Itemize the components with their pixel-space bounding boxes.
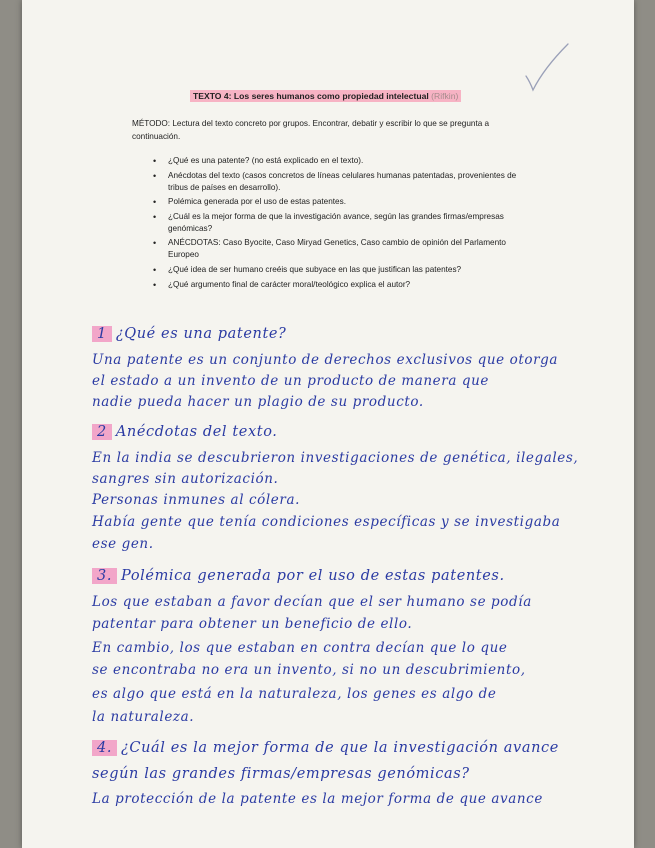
question-1 <box>92 326 286 342</box>
question-number-badge: 3. <box>92 568 117 584</box>
list-item-text: Anécdotas del texto (casos concretos de líneas celulares humanas patentadas, provenientes de tribus de países en desarrollo). <box>168 170 517 192</box>
question-list <box>150 155 520 293</box>
list-item-text: ANÉCDOTAS: Caso Byocite, Caso Miryad Genetics, Caso cambio de opinión del Parlamento Europeo <box>168 238 506 260</box>
answer-line: se encontraba no era un invento, si no un descubrimiento, <box>92 662 526 678</box>
bullet-icon: • <box>153 211 157 222</box>
list-item <box>150 237 520 261</box>
question-text: Anécdotas del texto. <box>115 424 278 440</box>
question-4-continued: según las grandes firmas/empresas genómicas? <box>92 766 470 782</box>
question-text: ¿Cuál es la mejor forma de que la investigación avance <box>121 740 559 756</box>
question-number-badge: 1 <box>92 326 112 342</box>
answer-line: Una patente es un conjunto de derechos exclusivos que otorga <box>92 352 559 368</box>
bullet-icon: • <box>153 264 157 275</box>
list-item <box>150 170 520 194</box>
answer-line: En cambio, los que estaban en contra decían que lo que <box>92 640 508 656</box>
bullet-icon: • <box>153 279 157 290</box>
answer-line: La protección de la patente es la mejor forma de que avance <box>92 791 543 807</box>
title-author: (Rifkin) <box>431 91 459 101</box>
list-item <box>150 279 520 291</box>
answer-line: En la india se descubrieron investigaciones de genética, ilegales, <box>92 450 579 466</box>
question-number-badge: 2 <box>92 424 112 440</box>
document-title <box>190 91 461 101</box>
list-item-text: Polémica generada por el uso de estas patentes. <box>168 197 346 207</box>
answer-line: es algo que está en la naturaleza, los genes es algo de <box>92 686 497 702</box>
answer-line: Había gente que tenía condiciones específicas y se investigaba <box>92 514 561 530</box>
answer-line: el estado a un invento de un producto de manera que <box>92 373 489 389</box>
answer-line: la naturaleza. <box>92 709 195 725</box>
question-4 <box>92 740 559 756</box>
question-3 <box>92 568 505 584</box>
list-item <box>150 211 520 235</box>
list-item <box>150 155 520 167</box>
method-paragraph: MÉTODO: Lectura del texto concreto por grupos. Encontrar, debatir y escribir lo que se pregunta a continuación. <box>132 119 490 141</box>
answer-line: ese gen. <box>92 536 154 552</box>
question-2 <box>92 424 277 440</box>
checkmark-icon <box>522 42 572 94</box>
list-item <box>150 264 520 276</box>
document-page <box>22 0 634 848</box>
bullet-icon: • <box>153 238 157 249</box>
bullet-icon: • <box>153 170 157 181</box>
answer-line: sangres sin autorización. <box>92 471 279 487</box>
bullet-icon: • <box>153 197 157 208</box>
question-text: ¿Qué es una patente? <box>115 326 287 342</box>
list-item-text: ¿Qué es una patente? (no está explicado en el texto). <box>168 156 364 165</box>
question-number-badge: 4. <box>92 740 117 756</box>
answer-line: nadie pueda hacer un plagio de su producto. <box>92 394 424 410</box>
list-item-text: ¿Qué argumento final de carácter moral/teológico explica el autor? <box>168 279 411 289</box>
answer-line: Personas inmunes al cólera. <box>92 492 300 508</box>
bullet-icon: • <box>153 156 157 166</box>
title-highlighted-text: TEXTO 4: Los seres humanos como propiedad intelectual (Rifkin) <box>190 90 461 102</box>
answer-line: Los que estaban a favor decían que el ser humano se podía <box>92 594 532 610</box>
answer-line: patentar para obtener un beneficio de ello. <box>92 616 413 632</box>
list-item <box>150 196 520 208</box>
list-item-text: ¿Qué idea de ser humano creéis que subyace en las que justifican las patentes? <box>168 264 462 274</box>
question-text: Polémica generada por el uso de estas patentes. <box>121 568 505 584</box>
list-item-text: ¿Cuál es la mejor forma de que la investigación avance, según las grandes firmas/empresas genómicas? <box>168 211 504 233</box>
